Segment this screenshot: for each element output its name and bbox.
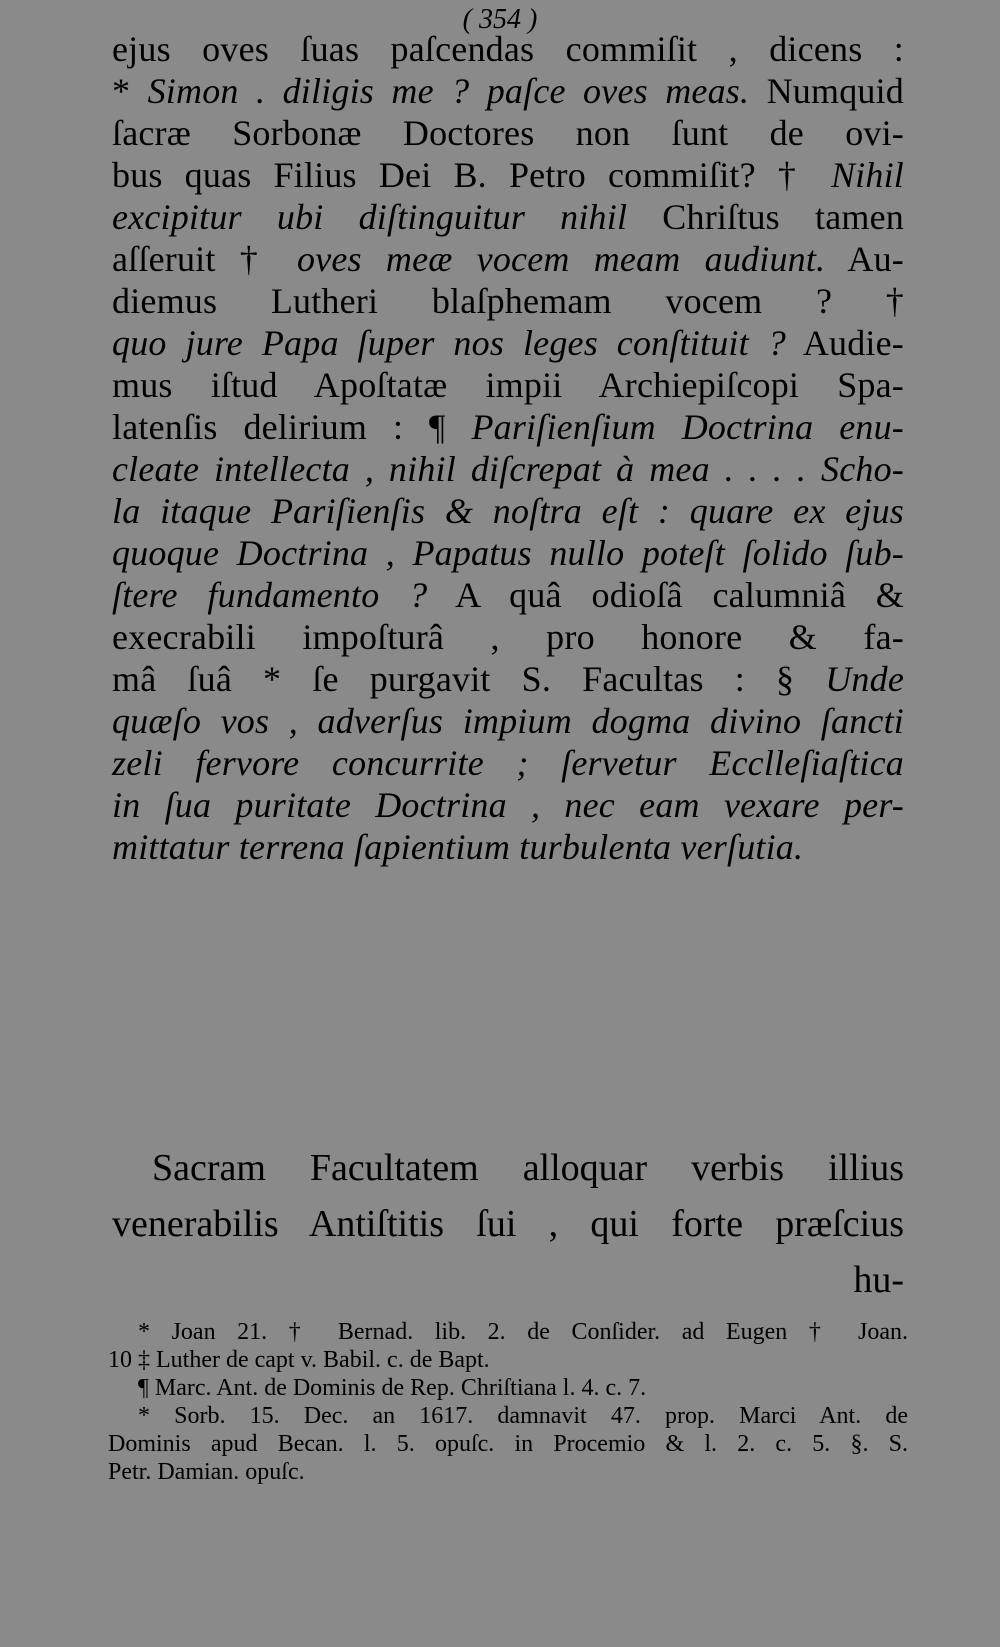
roman-text: diemus Lutheri blaſphemam vocem ? † (112, 281, 904, 321)
footnote-line: * Joan 21. † Bernad. lib. 2. de Conſider. ad Eugen † Joan. (138, 1319, 908, 1345)
roman-text: A quâ odioſâ calumniâ & (427, 575, 904, 615)
footnote-line: 10 ‡ Luther de capt v. Babil. c. de Bapt. (108, 1347, 490, 1373)
text-line (112, 322, 904, 364)
text-line (112, 28, 904, 70)
roman-text: latenſis delirium : ¶ (112, 407, 472, 447)
text-line (112, 616, 904, 658)
text-line (112, 532, 904, 574)
italic-text: Nihil (830, 155, 904, 195)
italic-text: Pariſienſium Doctrina enu- (471, 407, 904, 447)
text-line (112, 154, 904, 196)
second-block-line-1: Sacram Facultatem alloquar verbis illius (152, 1147, 904, 1189)
italic-text: quo jure Papa ſuper nos leges conſtituit ? (112, 323, 786, 363)
roman-text: Au- (825, 239, 904, 279)
roman-text: Chriſtus tamen (627, 197, 904, 237)
italic-text: zeli fervore concurrite ; ſervetur Ecclleſiaſtica (112, 743, 904, 783)
roman-text: mus iſtud Apoſtatæ impii Archiepiſcopi Spa- (112, 365, 904, 405)
italic-text: oves meæ vocem meam audiunt. (297, 239, 826, 279)
second-block-line-3: hu- (853, 1259, 904, 1301)
text-line (112, 490, 904, 532)
roman-text: ejus oves ſuas paſcendas commiſit , dicens : (112, 29, 904, 69)
text-line (112, 196, 904, 238)
italic-text: quoque Doctrina , Papatus nullo poteſt ſolido ſub- (112, 533, 904, 573)
text-line (112, 784, 904, 826)
italic-text: cleate intellecta , nihil diſcrepat à mea . . . . Scho- (112, 449, 904, 489)
roman-text: bus quas Filius Dei B. Petro commiſit? † (112, 155, 831, 195)
italic-text: quæſo vos , adverſus impium dogma divino ſancti (112, 701, 904, 741)
text-line (112, 742, 904, 784)
roman-text: mâ ſuâ * ſe purgavit S. Facultas : § (112, 659, 826, 699)
text-line (112, 112, 904, 154)
text-line (112, 70, 904, 112)
text-line (112, 406, 904, 448)
footnotes (108, 1318, 908, 1486)
text-line (112, 826, 904, 868)
italic-text: Unde (825, 659, 904, 699)
italic-text: la itaque Pariſienſis & noſtra eſt : quare ex ejus (112, 491, 904, 531)
roman-text: Audie- (785, 323, 904, 363)
page-number: ( 354 ) (462, 4, 538, 35)
roman-text: execrabili impoſturâ , pro honore & fa- (112, 617, 904, 657)
roman-text: ſacræ Sorbonæ Doctores non ſunt de ovi- (112, 113, 904, 153)
text-line (112, 658, 904, 700)
italic-text: ſtere fundamento ? (112, 575, 428, 615)
roman-text: Numquid (749, 71, 904, 111)
italic-text: excipitur ubi diſtinguitur nihil (112, 197, 628, 237)
footnote-line: ¶ Marc. Ant. de Dominis de Rep. Chriſtiana l. 4. c. 7. (138, 1375, 647, 1401)
footnote-line: Dominis apud Becan. l. 5. opuſc. in Procemio & l. 2. c. 5. §. S. (108, 1431, 908, 1457)
italic-text: mittatur terrena ſapientium turbulenta verſutia. (112, 827, 804, 867)
text-line (112, 700, 904, 742)
text-line (112, 448, 904, 490)
text-line (112, 280, 904, 322)
roman-text: * (112, 71, 148, 111)
second-text-block (112, 1140, 904, 1308)
roman-text: aſſeruit † (112, 239, 297, 279)
italic-text: in ſua puritate Doctrina , nec eam vexare per- (112, 785, 904, 825)
text-line (112, 574, 904, 616)
main-text-block (112, 28, 904, 868)
footnote-line: Petr. Damian. opuſc. (108, 1459, 305, 1485)
footnote-line: * Sorb. 15. Dec. an 1617. damnavit 47. prop. Marci Ant. de (138, 1403, 908, 1429)
text-line (112, 364, 904, 406)
italic-text: Simon . diligis me ? paſce oves meas. (147, 71, 750, 111)
text-line (112, 238, 904, 280)
second-block-line-2: venerabilis Antiſtitis ſui , qui forte præſcius (112, 1203, 904, 1245)
